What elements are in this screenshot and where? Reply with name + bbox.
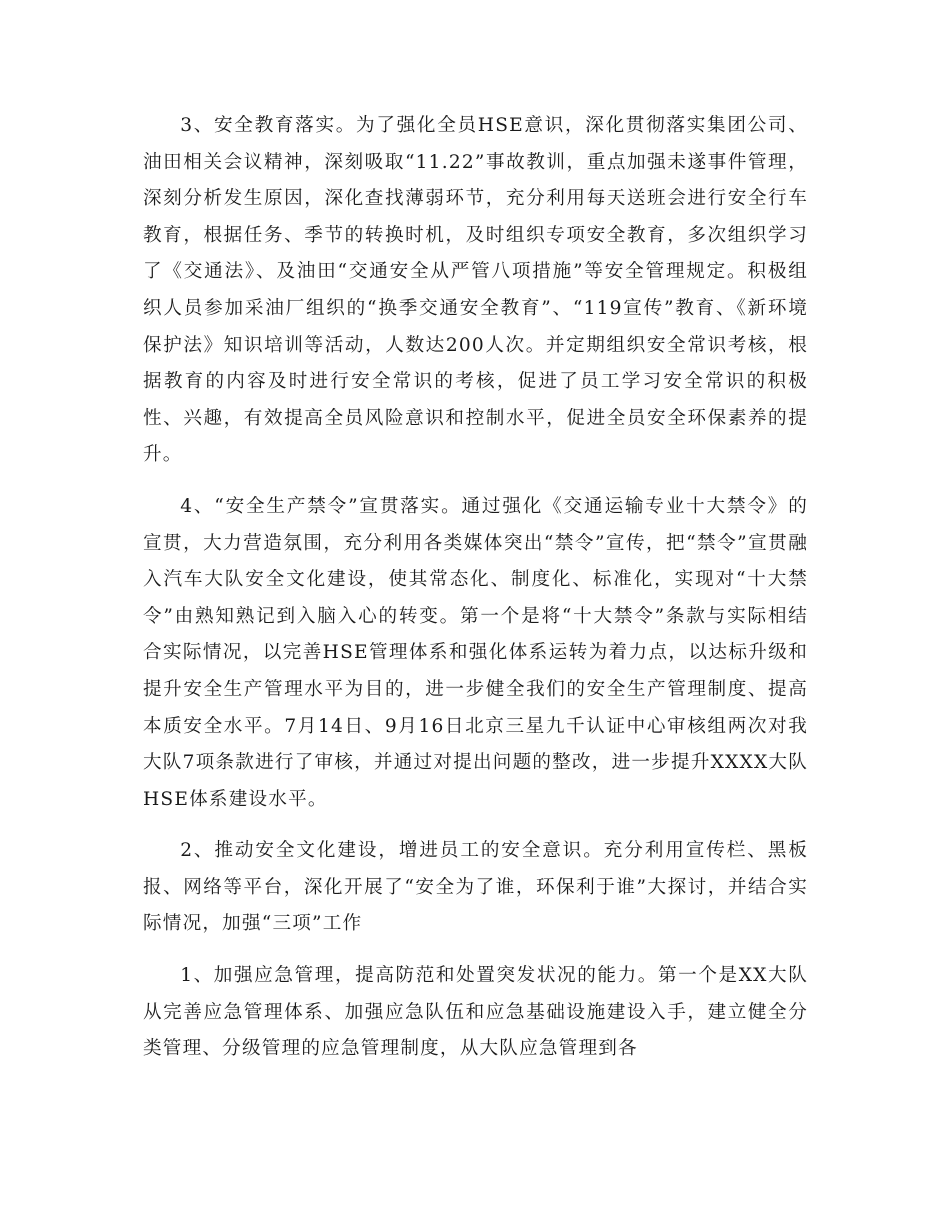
paragraph-safety-education: 3、安全教育落实。为了强化全员HSE意识，深化贯彻落实集团公司、油田相关会议精神，深刻吸取“11.22”事故教训，重点加强未遂事件管理，深刻分析发生原因，深化查找薄弱环节，充分利用每天送班会进行安全行车教育，根据任务、季节的转换时机，及时组织专项安全教育，多次组织学习了《交通法》、及油田“交通安全从严管八项措施”等安全管理规定。积极组织人员参加采油厂组织的“换季交通安全教育”、“119宣传”教育、《新环境保护法》知识培训等活动，人数达200人次。并定期组织安全常识考核，根据教育的内容及时进行安全常识的考核，促进了员工学习安全常识的积极性、兴趣，有效提高全员风险意识和控制水平，促进全员安全环保素养的提升。	[143, 115, 808, 466]
paragraph-safety-prohibitions: 4、“安全生产禁令”宣贯落实。通过强化《交通运输专业十大禁令》的宣贯，大力营造氛围，充分利用各类媒体突出“禁令”宣传，把“禁令”宣贯融入汽车大队安全文化建设，使其常态化、制度化、标准化，实现对“十大禁令”由熟知熟记到入脑入心的转变。第一个是将“十大禁令”条款与实际相结合实际情况，以完善HSE管理体系和强化体系运转为着力点，以达标升级和提升安全生产管理水平为目的，进一步健全我们的安全生产管理制度、提高本质安全水平。7月14日、9月16日北京三星九千认证中心审核组两次对我大队7项条款进行了审核，并通过对提出问题的整改，进一步提升XXXX大队HSE体系建设水平。	[143, 495, 808, 810]
document-body	[143, 108, 808, 1083]
paragraph-emergency-management: 1、加强应急管理，提高防范和处置突发状况的能力。第一个是XX大队从完善应急管理体系、加强应急队伍和应急基础设施建设入手，建立健全分类管理、分级管理的应急管理制度，从大队应急管理到各	[143, 965, 808, 1060]
paragraph-safety-culture: 2、推动安全文化建设，增进员工的安全意识。充分利用宣传栏、黑板报、网络等平台，深化开展了“安全为了谁，环保利于谁”大探讨，并结合实际情况，加强“三项”工作	[143, 840, 808, 935]
